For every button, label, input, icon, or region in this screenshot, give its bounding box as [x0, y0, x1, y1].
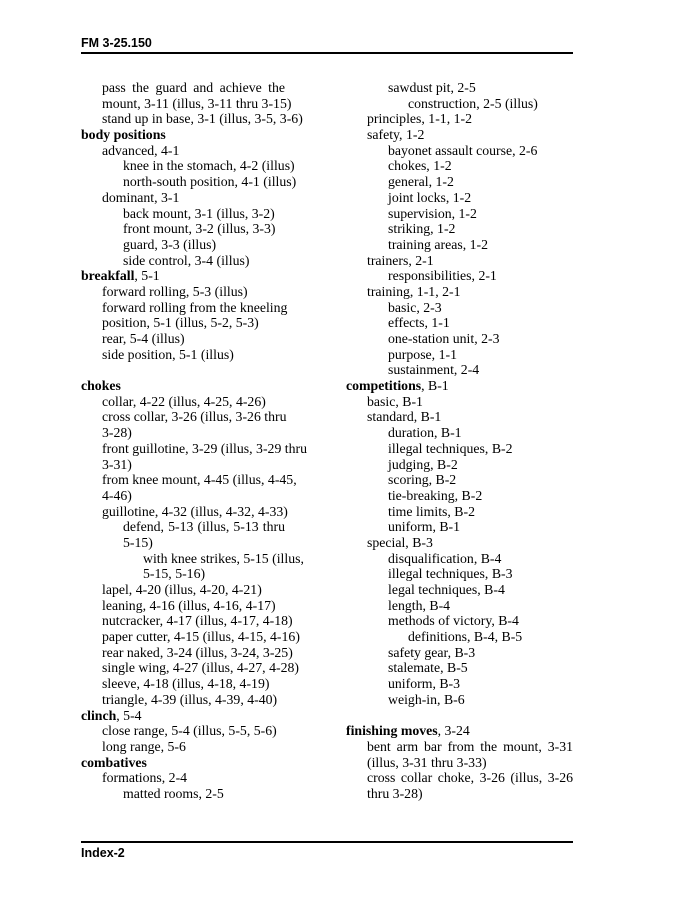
- index-line-text: length, B-4: [388, 597, 451, 613]
- index-line-text: training, 1-1, 2-1: [367, 283, 461, 299]
- index-line: [346, 739, 573, 755]
- index-line-text: side control, 3-4 (illus): [123, 252, 250, 268]
- index-line-text: safety gear, B-3: [388, 644, 476, 660]
- index-line: [81, 268, 285, 284]
- index-line-text: tie-breaking, B-2: [388, 487, 483, 503]
- index-line-text: , 5-4: [116, 707, 142, 723]
- index-line-text: defend, 5-13 (illus, 5-13 thru: [123, 519, 285, 535]
- index-line: [81, 95, 292, 112]
- index-line-text: single wing, 4-27 (illus, 4-27, 4-28): [102, 660, 299, 676]
- index-line: [346, 629, 573, 645]
- index-line: [81, 315, 285, 331]
- index-line-text: (illus, 3-31 thru 3-33): [367, 754, 487, 770]
- index-line-text: guard, 3-3 (illus): [123, 236, 217, 252]
- index-line: [346, 80, 573, 96]
- index-line-text: one-station unit, 2-3: [388, 331, 500, 346]
- index-line: [346, 457, 573, 473]
- index-line-text: time limits, B-2: [388, 503, 475, 519]
- index-line-text: general, 1-2: [388, 174, 454, 190]
- index-line: [346, 598, 573, 614]
- index-line: [81, 550, 304, 567]
- index-line: [346, 174, 573, 190]
- index-line: [81, 629, 300, 645]
- index-line: [346, 331, 573, 347]
- index-line-text: 3-28): [102, 425, 132, 441]
- page-number: Index-2: [81, 846, 125, 860]
- index-line: [81, 237, 285, 253]
- index-line-text: dominant, 3-1: [102, 189, 180, 205]
- index-line: [346, 660, 573, 676]
- index-term: competitions: [346, 378, 422, 394]
- index-line: [81, 503, 288, 520]
- index-line: [81, 566, 285, 582]
- index-line-text: guillotine, 4-32 (illus, 4-32, 4-33): [102, 503, 288, 519]
- index-line: [81, 425, 285, 441]
- index-line-text: duration, B-1: [388, 425, 462, 441]
- index-line: [81, 755, 285, 771]
- index-line: [81, 770, 285, 786]
- index-line: [346, 786, 573, 802]
- index-line: [81, 299, 288, 316]
- index-term: body positions: [81, 127, 166, 143]
- index-line: [81, 739, 285, 755]
- index-line: [346, 535, 573, 551]
- index-line: [346, 237, 573, 253]
- index-line: [81, 440, 308, 457]
- index-line-text: responsibilities, 2-1: [388, 268, 497, 284]
- index-line: [81, 206, 285, 222]
- index-line-text: collar, 4-22 (illus, 4-25, 4-26): [102, 393, 266, 409]
- index-line: [81, 409, 285, 425]
- index-line: [346, 284, 573, 300]
- index-line: [81, 378, 285, 394]
- index-line-text: stand up in base, 3-1 (illus, 3-5, 3-6): [102, 111, 303, 127]
- index-line-text: basic, 2-3: [388, 299, 442, 315]
- index-line-text: lapel, 4-20 (illus, 4-20, 4-21): [102, 582, 262, 597]
- index-line-text: bent arm bar from the mount, 3-31: [367, 738, 573, 754]
- index-line: [81, 582, 285, 598]
- index-line: [81, 676, 285, 692]
- index-line: [346, 394, 573, 410]
- index-term: finishing moves: [346, 723, 438, 739]
- index-line-text: principles, 1-1, 1-2: [367, 111, 472, 127]
- index-line-text: special, B-3: [367, 534, 433, 550]
- index-line-text: joint locks, 1-2: [388, 189, 472, 205]
- index-line-text: close range, 5-4 (illus, 5-5, 5-6): [102, 723, 277, 739]
- index-line-text: nutcracker, 4-17 (illus, 4-17, 4-18): [102, 613, 293, 629]
- index-line: [346, 613, 573, 629]
- page-footer: [81, 841, 573, 860]
- index-line-text: legal techniques, B-4: [388, 582, 505, 597]
- index-line-text: illegal techniques, B-2: [388, 440, 513, 456]
- index-line-text: long range, 5-6: [102, 738, 186, 754]
- index-line-text: , 3-24: [437, 723, 470, 739]
- index-line-text: position, 5-1 (illus, 5-2, 5-3): [102, 315, 259, 331]
- index-line: [81, 174, 297, 190]
- index-line: [346, 551, 573, 567]
- index-line-text: 3-31): [102, 456, 132, 472]
- index-line: [346, 111, 573, 127]
- index-line-text: uniform, B-1: [388, 519, 461, 535]
- index-line: [81, 472, 297, 488]
- index-line-text: rear naked, 3-24 (illus, 3-24, 3-25): [102, 644, 293, 660]
- index-line-text: 4-46): [102, 487, 132, 503]
- index-line-text: forward rolling from the kneeling: [102, 299, 288, 315]
- index-line-text: paper cutter, 4-15 (illus, 4-15, 4-16): [102, 629, 300, 645]
- index-line: [346, 315, 573, 331]
- index-line: [346, 441, 573, 457]
- index-line-text: leaning, 4-16 (illus, 4-16, 4-17): [102, 597, 276, 613]
- index-line: [346, 504, 573, 520]
- index-line-text: 5-15): [123, 534, 153, 550]
- index-line-text: forward rolling, 5-3 (illus): [102, 283, 248, 299]
- index-line-text: safety, 1-2: [367, 127, 425, 143]
- index-line-text: judging, B-2: [388, 456, 458, 472]
- index-line-text: , B-1: [421, 378, 449, 394]
- index-line: [346, 347, 573, 363]
- index-line: [81, 253, 285, 269]
- index-line-text: back mount, 3-1 (illus, 3-2): [123, 205, 275, 221]
- index-line: [346, 409, 573, 425]
- index-line: [346, 143, 573, 159]
- index-line-text: pass the guard and achieve the: [102, 80, 285, 95]
- index-line: [346, 472, 573, 488]
- index-line-text: definitions, B-4, B-5: [408, 629, 523, 645]
- index-line: [346, 190, 573, 206]
- index-line: [346, 582, 573, 598]
- index-line: [81, 708, 285, 724]
- index-term: chokes: [81, 378, 121, 394]
- index-line-text: illegal techniques, B-3: [388, 566, 513, 582]
- index-line-text: uniform, B-3: [388, 676, 461, 692]
- index-line: [81, 644, 293, 661]
- index-line: [81, 111, 303, 127]
- index-line: [81, 457, 285, 473]
- index-line-text: matted rooms, 2-5: [123, 785, 224, 801]
- index-line: [346, 723, 573, 739]
- index-line-text: trainers, 2-1: [367, 252, 434, 268]
- index-line: [81, 284, 285, 300]
- index-line-text: sawdust pit, 2-5: [388, 80, 476, 95]
- index-line: [81, 394, 285, 410]
- index-line: [346, 676, 573, 692]
- index-line-text: north-south position, 4-1 (illus): [123, 174, 297, 190]
- index-line: [346, 488, 573, 504]
- index-line: [346, 755, 573, 771]
- index-line: [81, 221, 285, 237]
- index-line-text: basic, B-1: [367, 393, 423, 409]
- index-blank-line: [81, 362, 285, 378]
- index-line-text: 5-15, 5-16): [143, 566, 206, 582]
- index-line: [346, 253, 573, 269]
- index-line-text: from knee mount, 4-45 (illus, 4-45,: [102, 472, 297, 488]
- index-line: [81, 488, 285, 504]
- index-line-text: standard, B-1: [367, 409, 442, 425]
- index-line: [81, 535, 285, 551]
- index-line: [81, 613, 293, 629]
- index-line-text: sleeve, 4-18 (illus, 4-18, 4-19): [102, 676, 270, 692]
- index-column-left: [81, 80, 308, 802]
- index-line-text: mount, 3-11 (illus, 3-11 thru 3-15): [102, 95, 292, 111]
- index-term: clinch: [81, 707, 117, 723]
- index-line: [81, 660, 299, 676]
- index-blank-line: [346, 708, 573, 724]
- index-line-text: with knee strikes, 5-15 (illus,: [143, 550, 304, 566]
- index-line: [81, 80, 285, 96]
- index-line-text: thru 3-28): [367, 785, 423, 801]
- index-term: combatives: [81, 754, 147, 770]
- index-line-text: advanced, 4-1: [102, 142, 180, 158]
- index-line-text: cross collar choke, 3-26 (illus, 3-26: [367, 770, 573, 786]
- index-line: [81, 143, 285, 159]
- page-header: [81, 37, 573, 54]
- index-line: [81, 598, 285, 614]
- index-line: [81, 347, 285, 363]
- index-line: [346, 158, 573, 174]
- index-line: [346, 362, 573, 378]
- index-term: breakfall: [81, 268, 135, 284]
- index-line-text: chokes, 1-2: [388, 158, 452, 174]
- index-line: [346, 127, 573, 143]
- index-line-text: training areas, 1-2: [388, 236, 488, 252]
- index-line: [346, 300, 573, 316]
- index-line-text: weigh-in, B-6: [388, 691, 465, 707]
- index-line-text: construction, 2-5 (illus): [408, 95, 538, 111]
- index-line: [346, 268, 573, 284]
- index-line: [81, 723, 285, 739]
- index-line: [346, 692, 573, 708]
- index-column-right: [346, 80, 573, 802]
- index-line: [346, 206, 573, 222]
- index-line: [346, 378, 573, 394]
- index-line: [81, 692, 285, 708]
- index-line: [81, 519, 285, 535]
- index-line-text: knee in the stomach, 4-2 (illus): [123, 158, 295, 174]
- index-line-text: formations, 2-4: [102, 770, 188, 786]
- index-line: [81, 331, 285, 347]
- index-line-text: scoring, B-2: [388, 472, 457, 488]
- index-line-text: striking, 1-2: [388, 221, 456, 237]
- index-line-text: purpose, 1-1: [388, 346, 457, 362]
- index-line: [346, 221, 573, 237]
- index-line-text: sustainment, 2-4: [388, 362, 480, 378]
- index-line-text: , 5-1: [134, 268, 160, 284]
- index-line: [346, 566, 573, 582]
- index-line: [81, 190, 285, 206]
- index-line-text: front mount, 3-2 (illus, 3-3): [123, 221, 276, 237]
- index-line-text: triangle, 4-39 (illus, 4-39, 4-40): [102, 691, 278, 707]
- index-line: [81, 158, 295, 174]
- index-line: [81, 127, 285, 143]
- document-title: FM 3-25.150: [81, 36, 152, 50]
- index-line: [346, 96, 573, 112]
- index-line-text: cross collar, 3-26 (illus, 3-26 thru: [102, 409, 287, 425]
- index-line-text: methods of victory, B-4: [388, 613, 519, 629]
- index-line-text: disqualification, B-4: [388, 550, 502, 566]
- index-line-text: front guillotine, 3-29 (illus, 3-29 thru: [102, 440, 308, 456]
- index-line-text: supervision, 1-2: [388, 205, 477, 221]
- index-line: [81, 786, 285, 802]
- index-line: [346, 770, 573, 786]
- index-line-text: bayonet assault course, 2-6: [388, 142, 538, 158]
- index-line-text: side position, 5-1 (illus): [102, 346, 234, 362]
- index-line: [346, 519, 573, 535]
- index-line-text: rear, 5-4 (illus): [102, 331, 185, 346]
- index-line-text: stalemate, B-5: [388, 660, 468, 676]
- index-line-text: effects, 1-1: [388, 315, 450, 331]
- index-line: [346, 645, 573, 661]
- index-line: [346, 425, 573, 441]
